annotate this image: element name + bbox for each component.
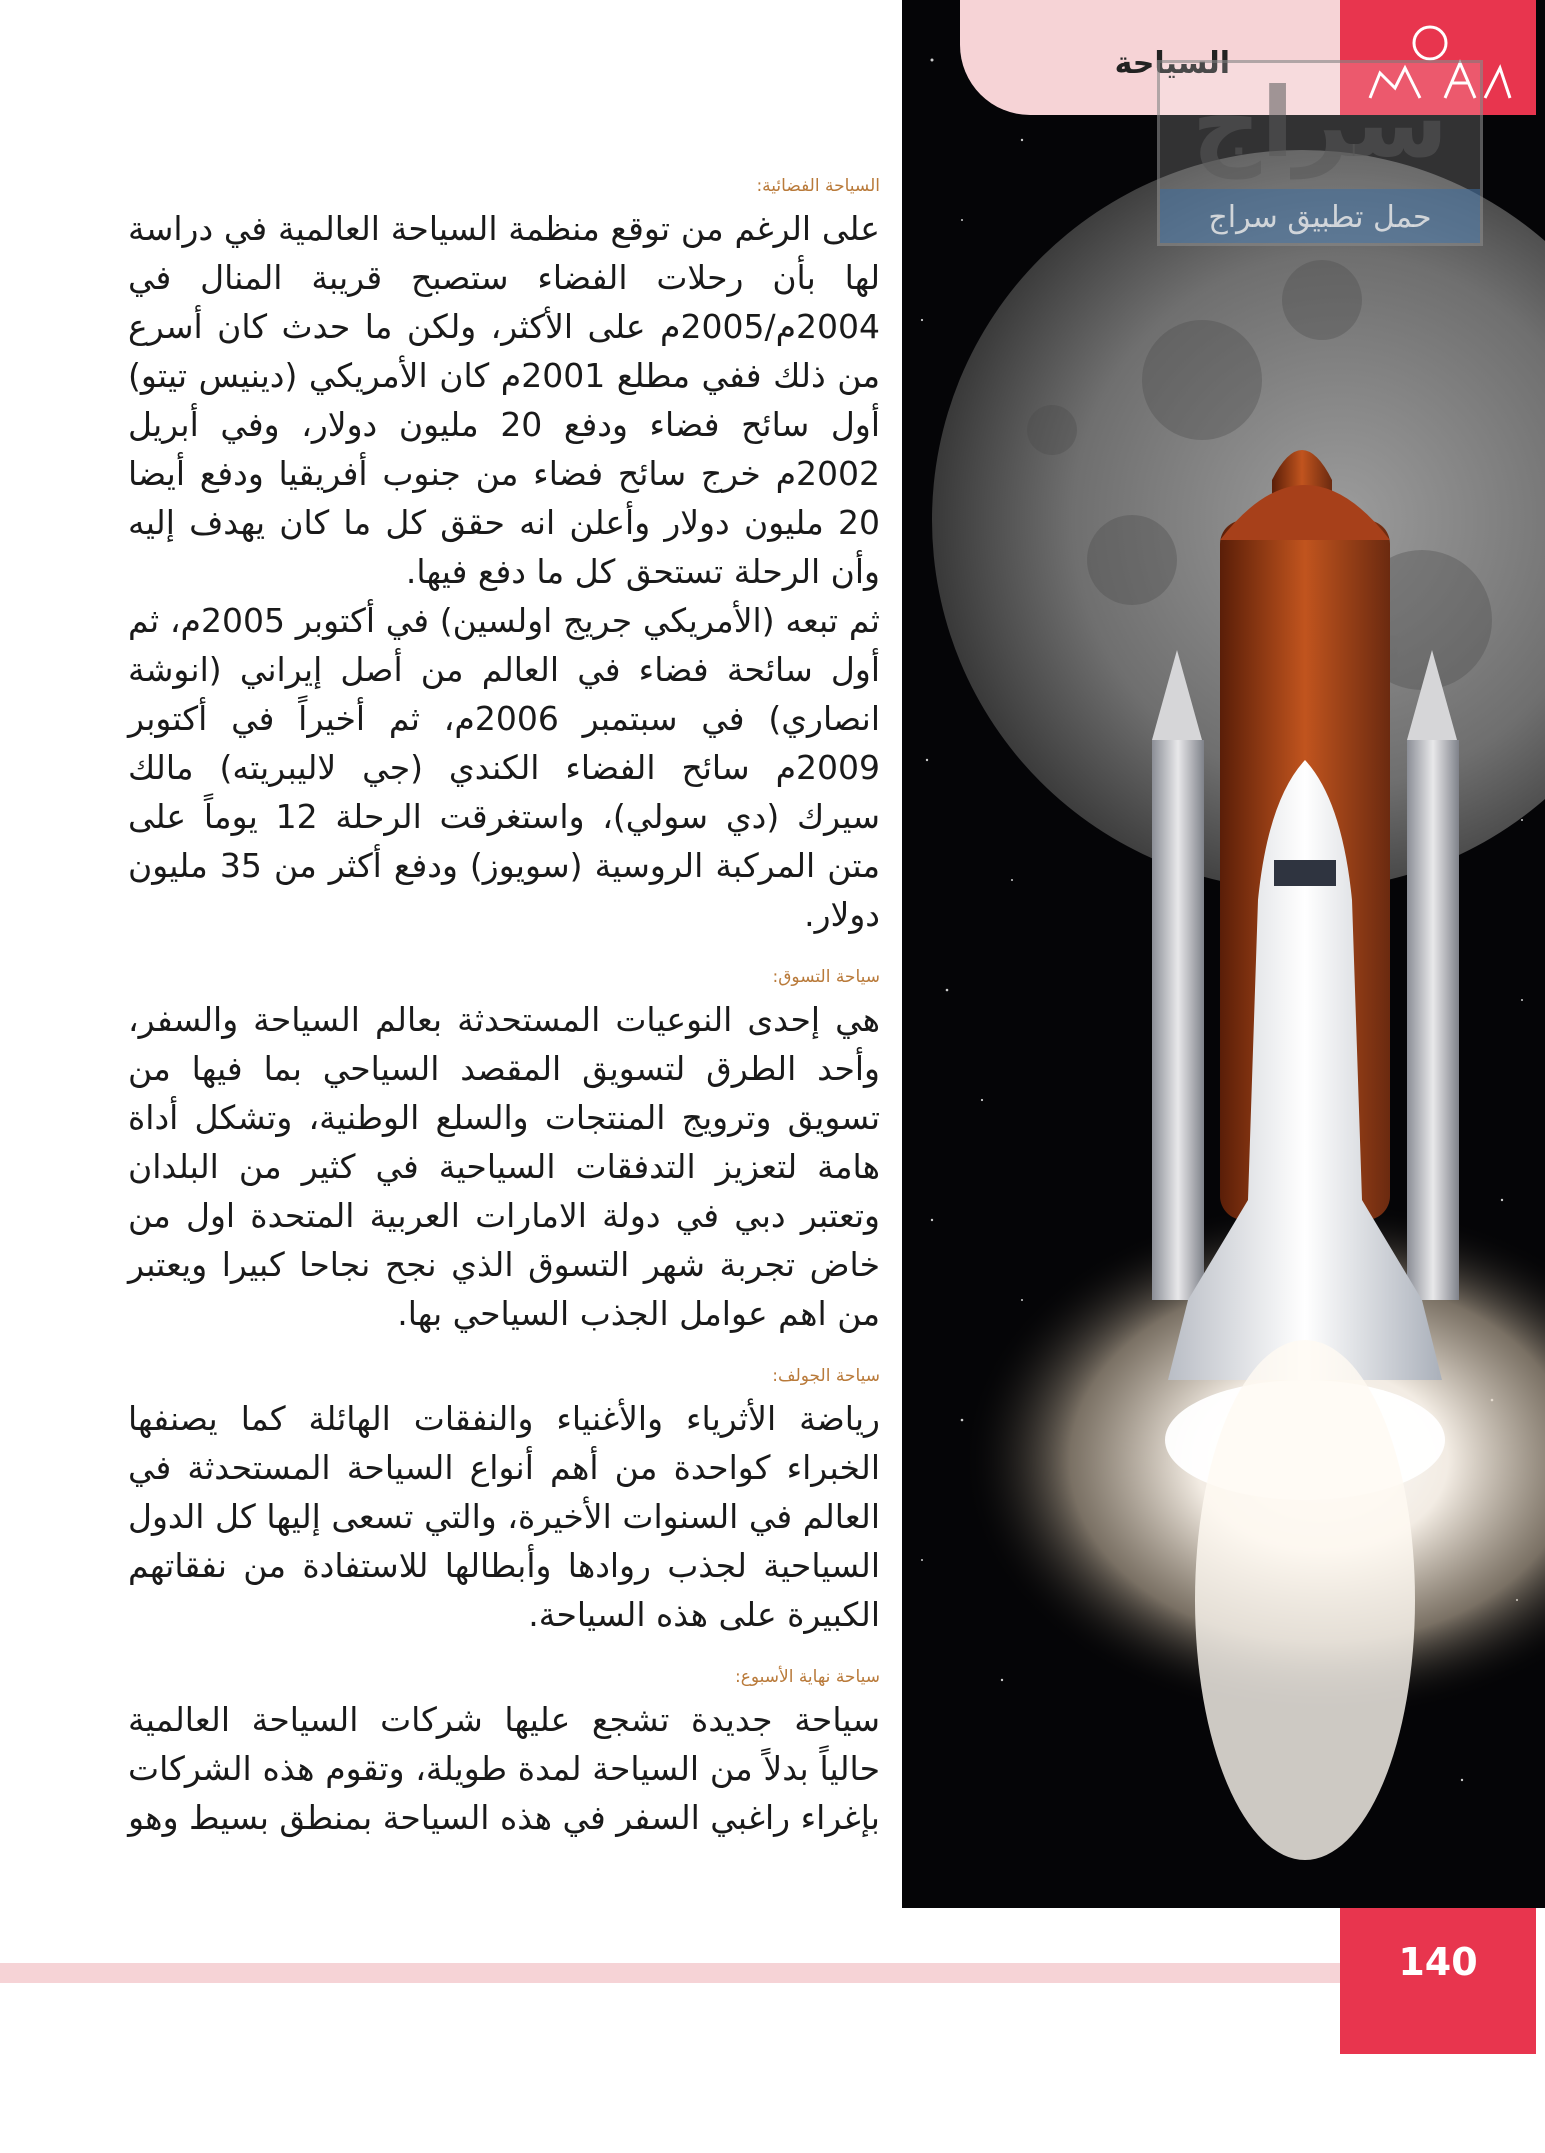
section-heading-shopping: سياحة التسوق:	[772, 967, 880, 987]
article-body	[128, 174, 880, 1842]
section-heading-weekend: سياحة نهاية الأسبوع:	[734, 1667, 880, 1687]
section-heading-golf: سياحة الجولف:	[772, 1366, 880, 1386]
paragraph: هي إحدى النوعيات المستحدثة بعالم السياحة والسفر، وأحد الطرق لتسويق المقصد السياحي بما فيها من تسويق وترويج المنتجات والسلع الوطنية، وتشكل أداة هامة لتعزيز التدفقات السياحية في كثير من البلدان وتعتبر دبي في دولة الامارات العربية المتحدة اول من خاض تجربة شهر التسوق الذي نجح نجاحا كبيرا ويعتبر من اهم عوامل الجذب السياحي بها.	[128, 1000, 880, 1333]
paragraph: ثم تبعه (الأمريكي جريج اولسين) في أكتوبر 2005م، ثم أول سائحة فضاء في العالم من أصل إيراني (انوشة انصاري) في سبتمبر 2006م، ثم أخيراً في أكتوبر 2009م سائح الفضاء الكندي (جي لاليبريته) مالك سيرك (دي سولي)، واستغرقت الرحلة 12 يوماً على متن المركبة الروسية (سويوز) ودفع أكثر من 35 مليون دولار.	[128, 601, 880, 934]
section-title: السياحة	[1114, 46, 1230, 81]
watermark-logo	[1157, 60, 1483, 246]
paragraph: سياحة جديدة تشجع عليها شركات السياحة العالمية حالياً بدلاً من السياحة لمدة طويلة، وتقوم هذه الشركات بإغراء راغبي السفر في هذه السياحة بمنطق بسيط وهو	[128, 1700, 880, 1837]
watermark-tagline: حمل تطبيق سراج	[1208, 200, 1432, 235]
space-shuttle-photo	[902, 0, 1545, 1908]
footer-band	[0, 1963, 1340, 1983]
paragraph: رياضة الأثرياء والأغنياء والنفقات الهائلة كما يصنفها الخبراء كواحدة من أهم أنواع السياحة المستحدثة في العالم في السنوات الأخيرة، والتي تسعى إليها كل الدول السياحية لجذب روادها وأبطالها للاستفادة من نفقاتهم الكبيرة على هذه السياحة.	[128, 1399, 880, 1634]
watermark-word: سراج	[1191, 67, 1449, 179]
section-heading-space: السياحة الفضائية:	[756, 176, 880, 196]
page-number: 140	[1398, 1940, 1478, 1984]
paragraph: على الرغم من توقع منظمة السياحة العالمية في دراسة لها بأن رحلات الفضاء ستصبح قريبة المنال في 2004م/2005م على الأكثر، ولكن ما حدث كان أسرع من ذلك ففي مطلع 2001م كان الأمريكي (دينيس تيتو) أول سائح فضاء ودفع 20 مليون دولار، وفي أبريل 2002م خرج سائح فضاء من جنوب أفريقيا ودفع أيضا 20 مليون دولار وأعلن انه حقق كل ما كان يهدف إليه وأن الرحلة تستحق كل ما دفع فيها.	[128, 209, 880, 591]
shuttle-illustration	[902, 0, 1545, 1908]
